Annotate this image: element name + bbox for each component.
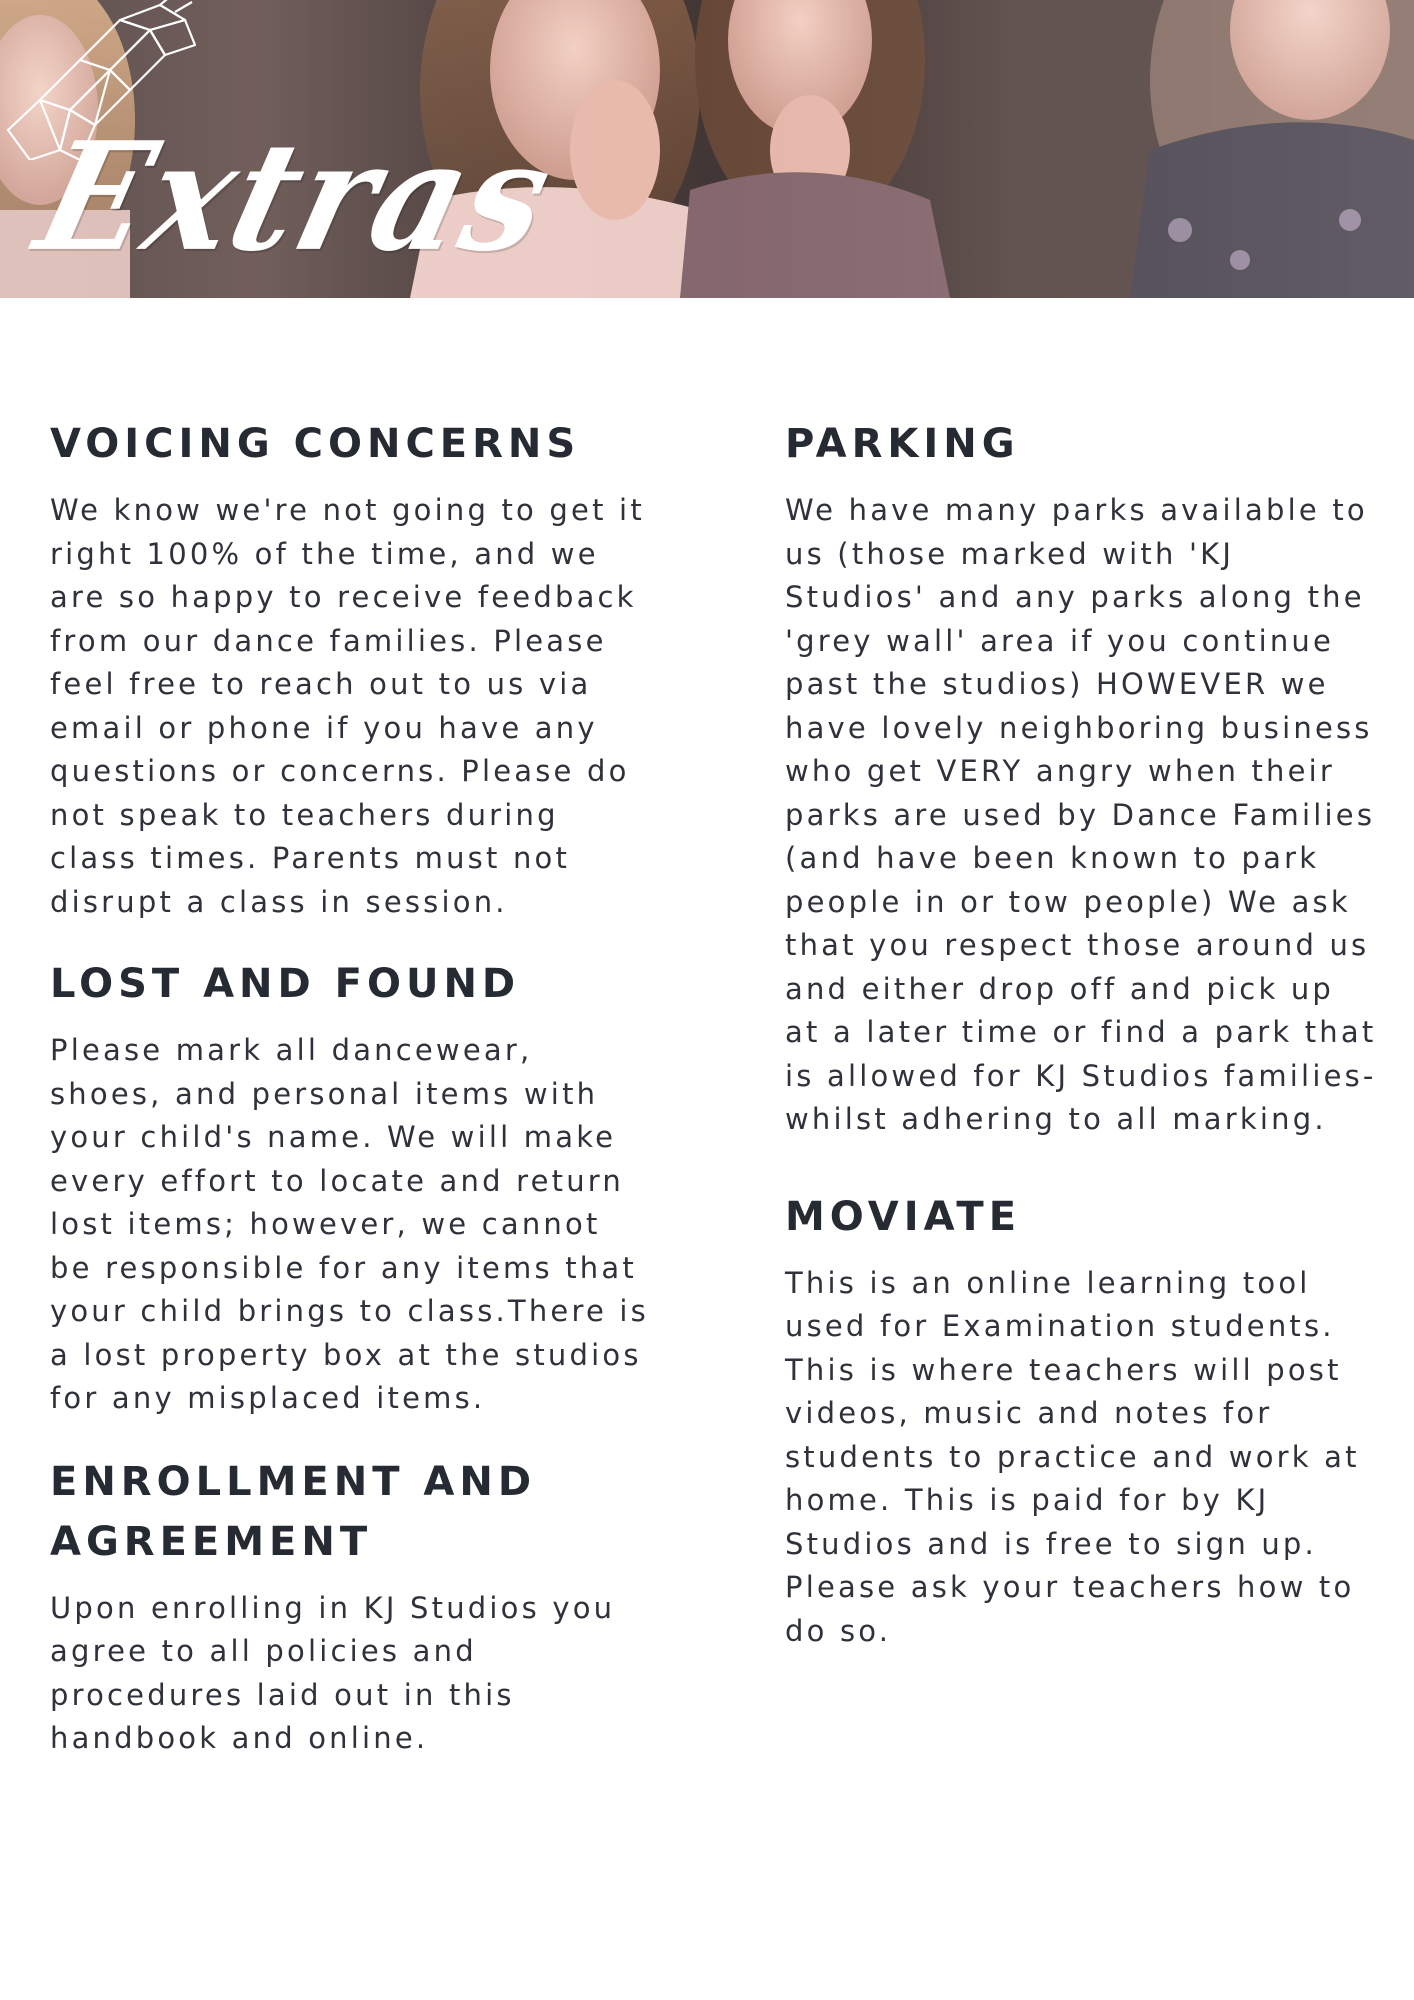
section-lost-and-found xyxy=(50,954,660,1421)
section-body: This is an online learning tool used for Examination students. This is where teachers will post videos, music and notes for students to practice and work at home. This is paid for by KJ Studios and is free to sign up. Please ask your teachers how to do so. xyxy=(785,1265,1360,1648)
section-moviate xyxy=(785,1187,1385,1654)
section-heading: MOVIATE xyxy=(785,1193,1022,1240)
section-heading: ENROLLMENT AND AGREEMENT xyxy=(50,1458,537,1565)
section-heading: VOICING CONCERNS xyxy=(50,421,581,467)
section-voicing-concerns xyxy=(50,414,660,924)
section-body: Upon enrolling in KJ Studios you agree to all policies and procedures laid out in this handbook and online. xyxy=(50,1590,616,1755)
header-banner xyxy=(0,0,1414,298)
left-column xyxy=(50,414,660,1761)
section-body: We have many parks available to us (those marked with 'KJ Studios' and any parks along the 'grey wall' area if you continue past the studios) HOWEVER we have lovely neighboring business who get VERY angry when their parks are used by Dance Families (and have been known to park people in or tow people) We ask that you respect those around us and either drop off and pick up at a later time or find a park that is allowed for KJ Studios families- whilst adhering to all marking. xyxy=(785,493,1377,1136)
section-body: Please mark all dancewear, shoes, and personal items with your child's name. We will make every effort to locate and return lost items; however, we cannot be responsible for any items that your child brings to class.There is a lost property box at the studios for any misplaced items. xyxy=(50,1033,649,1415)
section-parking xyxy=(785,414,1385,1142)
section-body: We know we're not going to get it right 100% of the time, and we are so happy to receive feedback from our dance families. Please feel free to reach out to us via email or phone if you have any questions or concerns. Please do not speak to teachers during class times. Parents must not disrupt a class in session. xyxy=(50,493,645,919)
banner-title: Extras xyxy=(22,108,570,285)
section-enrollment-and-agreement xyxy=(50,1452,660,1761)
fox-icon xyxy=(0,0,200,160)
right-column xyxy=(785,414,1385,1653)
section-heading: PARKING xyxy=(785,421,1020,467)
section-heading: LOST AND FOUND xyxy=(50,961,521,1007)
